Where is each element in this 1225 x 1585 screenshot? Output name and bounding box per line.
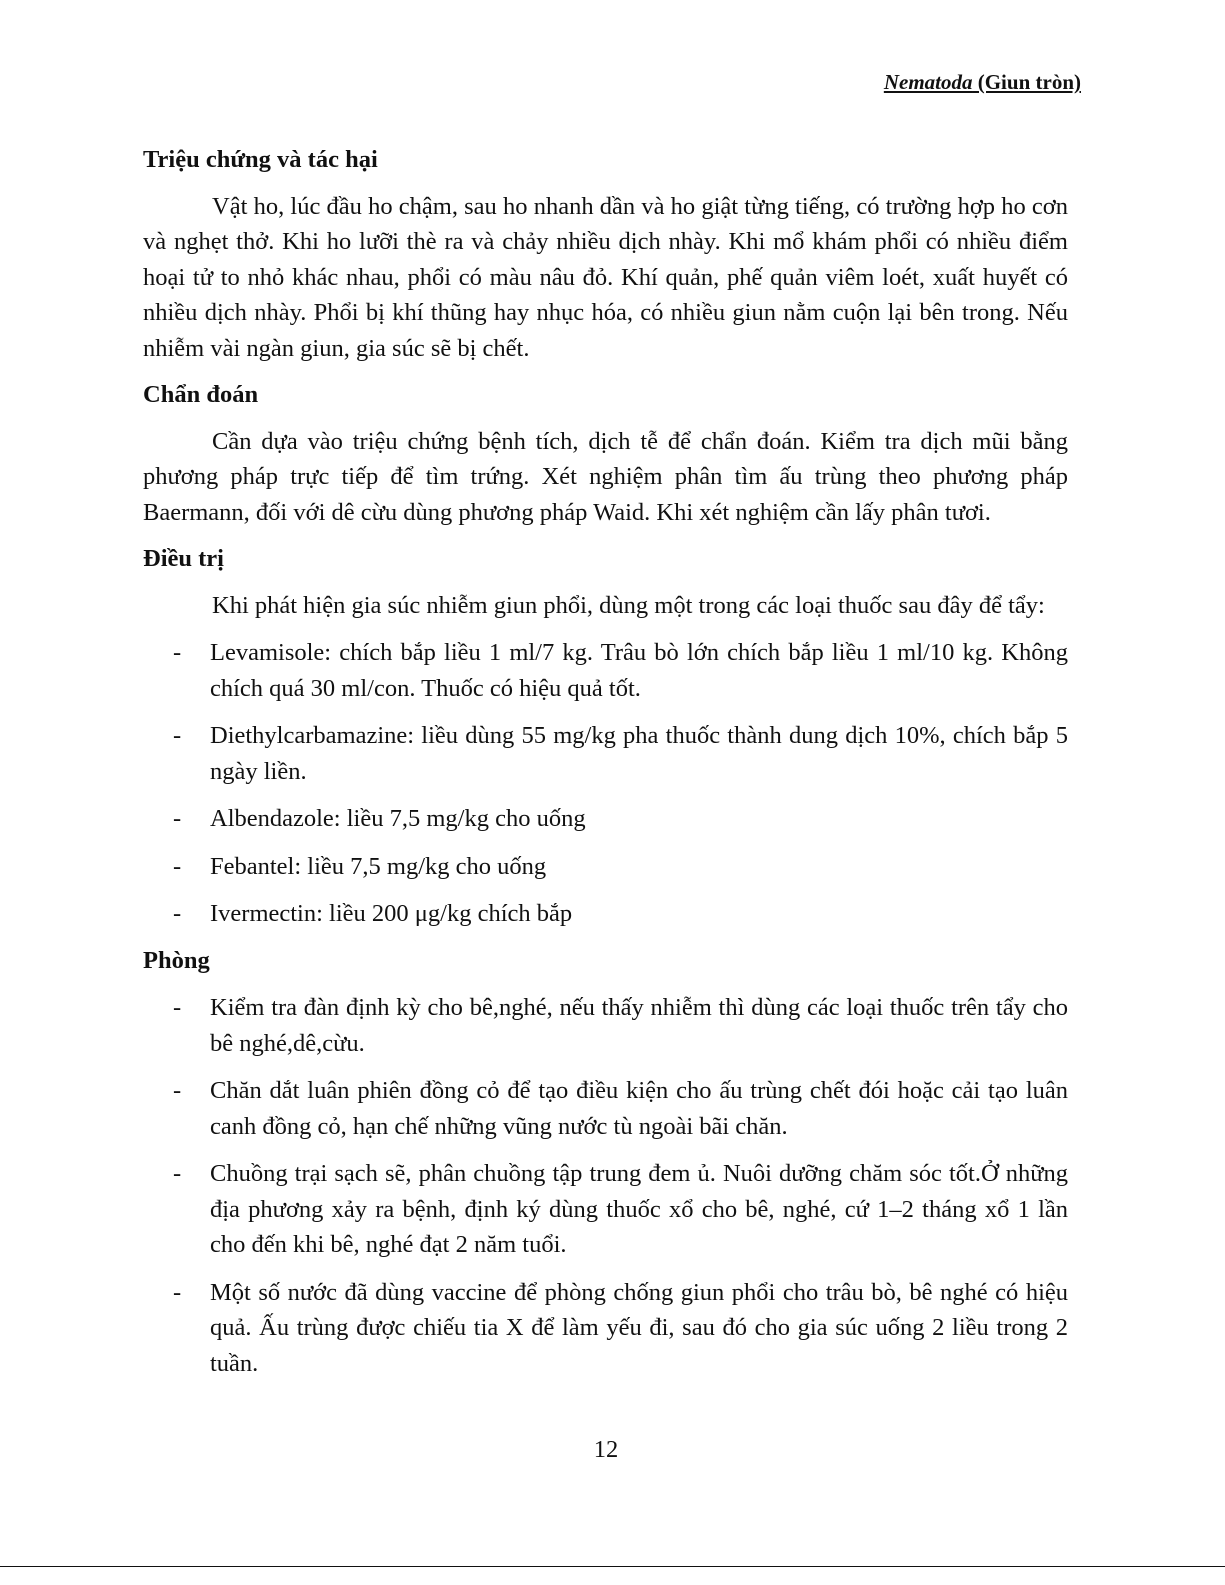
dash-marker: - (173, 1160, 182, 1187)
list-item (143, 718, 1068, 789)
list-item-text: Chăn dắt luân phiên đồng cỏ để tạo điều kiện cho ấu trùng chết đói hoặc cải tạo luân canh đồng cỏ, hạn chế những vũng nước tù ngoài bãi chăn. (210, 1077, 1068, 1140)
list-item (143, 1073, 1068, 1144)
prevention-list (143, 990, 1068, 1381)
heading-treatment: Điều trị (143, 545, 224, 572)
list-item (143, 801, 1068, 837)
list-item-text: Một số nước đã dùng vaccine để phòng chống giun phổi cho trâu bò, bê nghé có hiệu quả. Ấu trùng được chiếu tia X để làm yếu đi, sau đó cho gia súc uống 2 liều trong 2 tuần. (210, 1278, 1068, 1377)
list-item-text: Ivermectin: liều 200 μg/kg chích bắp (210, 900, 573, 927)
running-header-italic: Nematoda (883, 70, 973, 94)
list-item-text: Chuồng trại sạch sẽ, phân chuồng tập trung đem ủ. Nuôi dưỡng chăm sóc tốt.Ở những địa phương xảy ra bệnh, định ký dùng thuốc xổ cho bê, nghé, cứ 1–2 tháng xổ 1 lần cho đến khi bê, nghé đạt 2 năm tuổi. (210, 1160, 1068, 1258)
list-item (143, 896, 1068, 932)
list-item-text: Levamisole: chích bắp liều 1 ml/7 kg. Trâu bò lớn chích bắp liều 1 ml/10 kg. Không chích quá 30 ml/con. Thuốc có hiệu quả tốt. (210, 639, 1068, 702)
list-item-text: Albendazole: liều 7,5 mg/kg cho uống (210, 805, 586, 832)
dash-marker: - (173, 722, 182, 749)
list-item (143, 990, 1068, 1061)
page-number: 12 (593, 1436, 619, 1463)
list-item-text: Febantel: liều 7,5 mg/kg cho uống (210, 852, 547, 880)
dash-marker: - (173, 639, 182, 666)
list-item-text: Kiểm tra đàn định kỳ cho bê,nghé, nếu thấy nhiễm thì dùng các loại thuốc trên tẩy cho bê nghé,dê,cừu. (210, 994, 1068, 1057)
heading-prevention: Phòng (143, 946, 210, 974)
list-item-text: Diethylcarbamazine: liều dùng 55 mg/kg pha thuốc thành dung dịch 10%, chích bắp 5 ngày liền. (210, 722, 1068, 785)
diagnosis-paragraph: Cần dựa vào triệu chứng bệnh tích, dịch tễ để chẩn đoán. Kiểm tra dịch mũi bằng phương pháp trực tiếp để tìm trứng. Xét nghiệm phân tìm ấu trùng theo phương pháp Baermann, đối với dê cừu dùng phương pháp Waid. Khi xét nghiệm cần lấy phân tươi. (143, 427, 1068, 526)
footer-divider (0, 1566, 1225, 1567)
heading-symptoms: Triệu chứng và tác hại (143, 146, 378, 173)
list-item (143, 1156, 1068, 1263)
list-item (143, 635, 1068, 706)
heading-diagnosis: Chẩn đoán (143, 381, 259, 408)
symptoms-paragraph: Vật ho, lúc đầu ho chậm, sau ho nhanh dần và ho giật từng tiếng, có trường hợp ho cơn và nghẹt thở. Khi ho lưỡi thè ra và chảy nhiều dịch nhày. Khi mổ khám phổi có nhiều điểm hoại tử to nhỏ khác nhau, phổi có màu nâu đỏ. Khí quản, phế quản viêm loét, xuất huyết có nhiều dịch nhày. Phổi bị khí thũng hay nhục hóa, có nhiều giun nằm cuộn lại bên trong. Nếu nhiễm vài ngàn giun, gia súc sẽ bị chết. (143, 192, 1068, 362)
dash-marker: - (173, 994, 182, 1021)
dash-marker: - (173, 852, 182, 880)
treatment-list (143, 635, 1068, 932)
running-header (884, 70, 1081, 95)
page-content (143, 142, 1068, 1381)
running-header-text: (Giun tròn) (972, 70, 1081, 94)
dash-marker: - (173, 805, 182, 832)
dash-marker: - (173, 900, 182, 927)
dash-marker: - (173, 1077, 182, 1104)
list-item (143, 849, 1068, 885)
treatment-paragraph: Khi phát hiện gia súc nhiễm giun phổi, dùng một trong các loại thuốc sau đây để tẩy: (212, 591, 1045, 619)
dash-marker: - (173, 1278, 182, 1306)
list-item (143, 1275, 1068, 1382)
